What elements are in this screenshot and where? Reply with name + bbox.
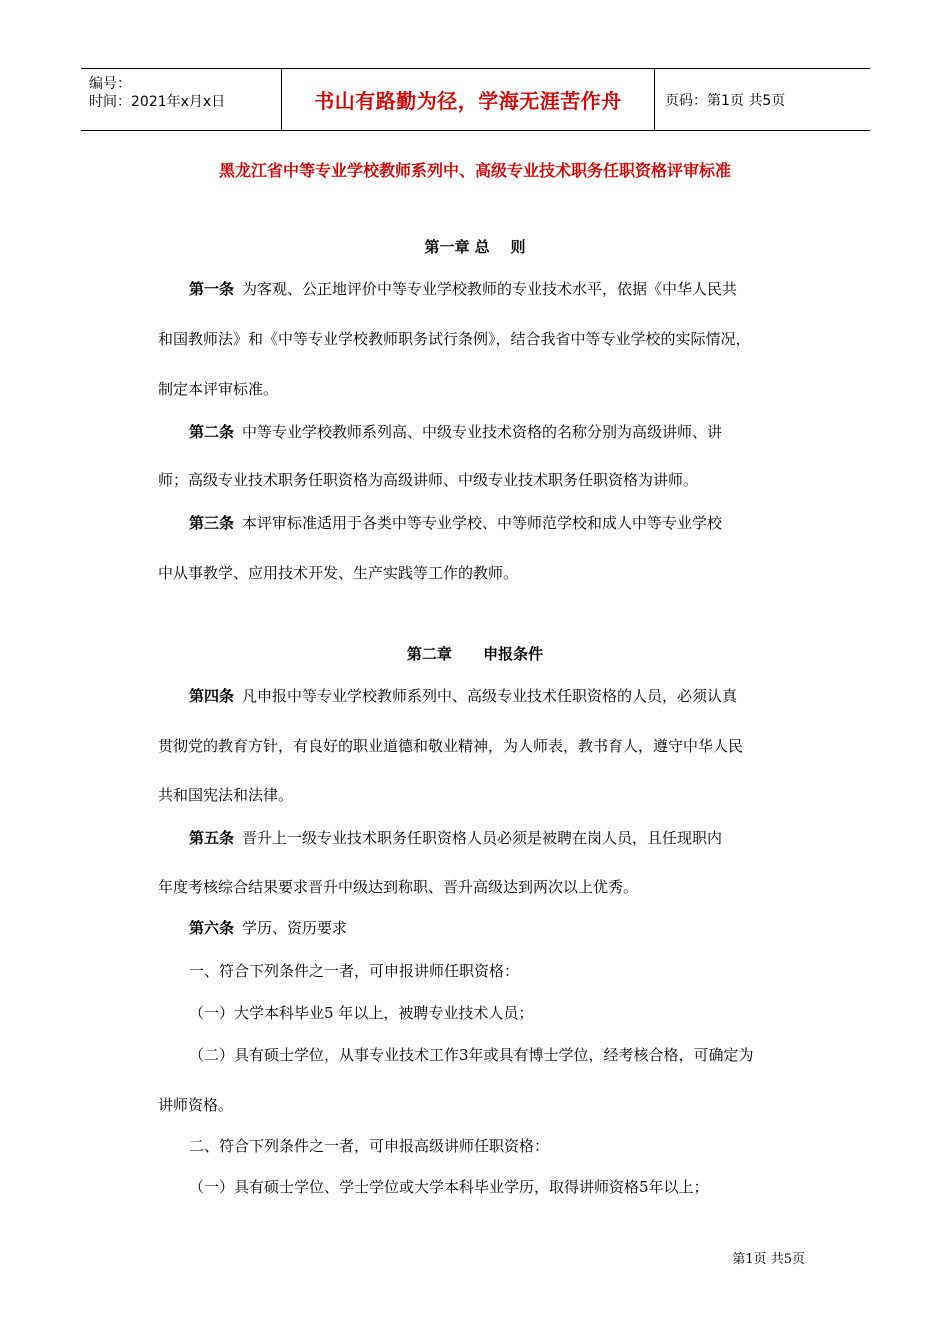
- article-1-line: 制定本评审标准。: [158, 380, 279, 398]
- article-text: 中等专业学校教师系列高、中级专业技术资格的名称分别为高级讲师、讲: [242, 423, 723, 441]
- article-label: 第四条: [189, 687, 235, 705]
- article-1-line: [189, 278, 737, 299]
- chapter-heading: [0, 236, 950, 257]
- article-1-line: 和国教师法》和《中等专业学校教师职务试行条例》，结合我省中等专业学校的实际情况，: [158, 330, 751, 348]
- document-number-label: 编号：: [89, 76, 131, 92]
- page-footer: 第1页 共5页: [732, 1252, 805, 1267]
- chapter-1-heading: 第一章 总 则: [424, 238, 526, 256]
- article-text: 凡申报中等专业学校教师系列中、高级专业技术任职资格的人员，必须认真: [242, 687, 738, 705]
- article-5-line: 年度考核综合结果要求晋升中级达到称职、晋升高级达到两次以上优秀。: [158, 878, 639, 896]
- chapter-heading: [0, 643, 950, 664]
- article-5-line: [189, 827, 722, 848]
- article-text: 学历、资历要求: [242, 919, 348, 937]
- section-1-heading: 一、符合下列条件之一者，可申报讲师任职资格：: [189, 962, 520, 980]
- article-text: 晋升上一级专业技术职务任职资格人员必须是被聘在岗人员，且任现职内: [242, 829, 723, 847]
- chapter-2-heading: 第二章 申报条件: [406, 645, 544, 663]
- section-2-heading: 二、符合下列条件之一者，可申报高级讲师任职资格：: [189, 1137, 550, 1155]
- article-label: 第二条: [189, 423, 235, 441]
- header-page-cell: [655, 69, 870, 130]
- article-2-line: [189, 421, 722, 442]
- article-4-line: [189, 685, 737, 706]
- header-page-code: 页码：第1页 共5页: [665, 92, 786, 109]
- section-2-item-1: （一）具有硕士学位、学士学位或大学本科毕业学历，取得讲师资格5年以上；: [189, 1178, 709, 1196]
- article-label: 第三条: [189, 514, 235, 532]
- section-1-item-2-cont: 讲师资格。: [158, 1096, 234, 1114]
- article-text: 为客观、公正地评价中等专业学校教师的专业技术水平，依据《中华人民共: [242, 280, 738, 298]
- page-header: [81, 68, 870, 131]
- article-label: 第五条: [189, 829, 235, 847]
- section-1-item-1: （一）大学本科毕业5 年以上，被聘专业技术人员；: [189, 1004, 534, 1022]
- header-motto-cell: [282, 69, 655, 130]
- article-text: 本评审标准适用于各类中等专业学校、中等师范学校和成人中等专业学校: [242, 514, 723, 532]
- document-title: 黑龙江省中等专业学校教师系列中、高级专业技术职务任职资格评审标准: [218, 161, 731, 180]
- article-4-line: 贯彻党的教育方针，有良好的职业道德和敬业精神，为人师表，教书育人，遵守中华人民: [158, 737, 744, 755]
- header-motto: 书山有路勤为径，学海无涯苦作舟: [314, 89, 622, 113]
- article-3-line: 中从事教学、应用技术开发、生产实践等工作的教师。: [158, 564, 519, 582]
- article-3-line: [189, 512, 722, 533]
- article-2-line: 师；高级专业技术职务任职资格为高级讲师、中级专业技术职务任职资格为讲师。: [158, 471, 699, 489]
- article-label: 第六条: [189, 919, 235, 937]
- article-6-line: [189, 917, 347, 938]
- article-4-line: 共和国宪法和法律。: [158, 786, 294, 804]
- article-label: 第一条: [189, 280, 235, 298]
- document-date-label: 时间：2021年x月x日: [89, 94, 226, 110]
- section-1-item-2: （二）具有硕士学位，从事专业技术工作3年或具有博士学位，经考核合格，可确定为: [189, 1046, 754, 1064]
- header-meta-cell: [81, 69, 282, 130]
